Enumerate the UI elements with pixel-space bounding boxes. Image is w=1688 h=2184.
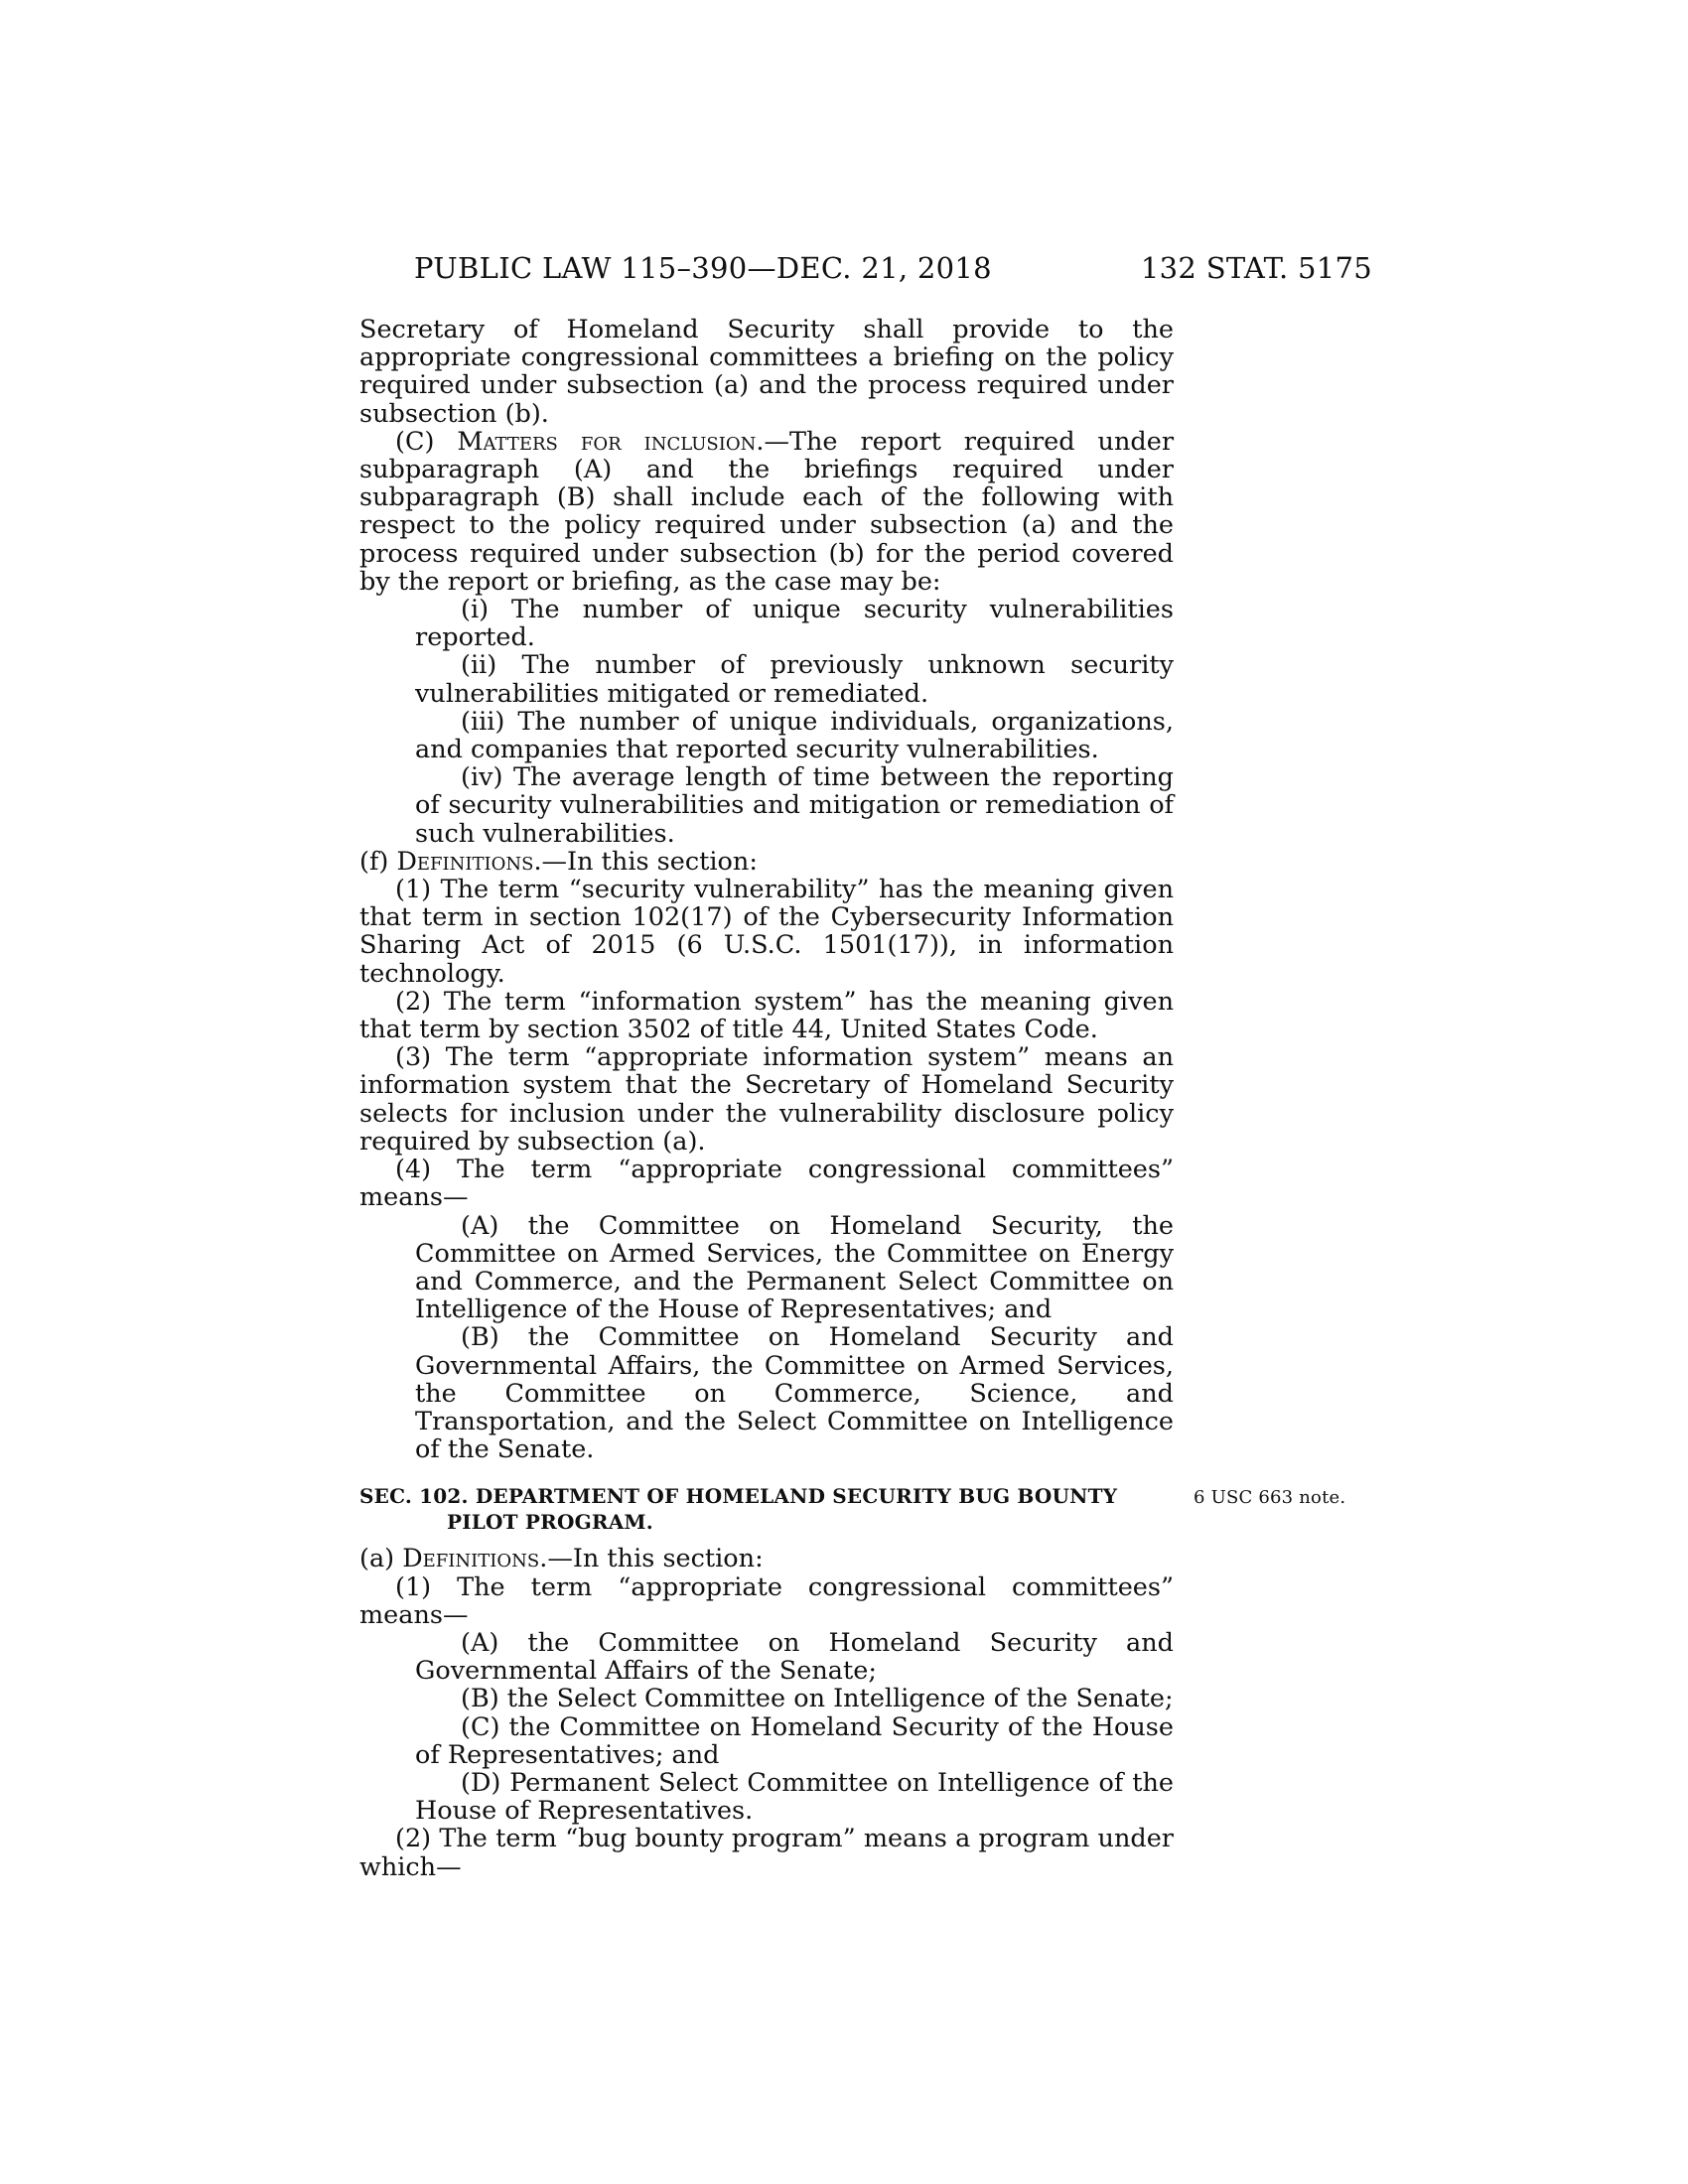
paragraph-heading: Matters for inclusion (457, 426, 757, 457)
header-law-citation: PUBLIC LAW 115–390—DEC. 21, 2018 (414, 251, 992, 285)
statute-body (359, 315, 1346, 1882)
section-title: DEPARTMENT OF HOMELAND SECURITY BUG BOUNTY PILOT PROGRAM. (447, 1484, 1118, 1535)
definition-2: (2) The term “information system” has the meaning given that term by section 3502 of title 44, United States Code. (359, 986, 1174, 1045)
subsection-heading: Definitions (402, 1544, 540, 1574)
definition-1-b: (B) the Select Committee on Intelligence of the Senate; (461, 1684, 1174, 1714)
paragraph: Secretary of Homeland Security shall provide to the appropriate congressional committees a briefing on the policy required under subsection (a) and the process required under subsection (b). (359, 315, 1174, 429)
definition-3: (3) The term “appropriate information system” means an information system that the Secretary of Homeland Security selects for inclusion under the vulnerability disclosure policy required by subsection (a). (359, 1042, 1174, 1157)
clause-ii: (ii) The number of previously unknown security vulnerabilities mitigated or remediated. (415, 650, 1174, 709)
definition-2: (2) The term “bug bounty program” means a program under which— (359, 1824, 1174, 1882)
definition-4-b: (B) the Committee on Homeland Security and Governmental Affairs, the Committee on Armed Services, the Committee on Commerce, Science, and Transportation, and the Select Committee on Intelligence of the Senate. (415, 1322, 1174, 1465)
subsection-heading: Definitions (396, 846, 534, 877)
definition-4-a: (A) the Committee on Homeland Security, the Committee on Armed Services, the Committee on Energy and Commerce, and the Permanent Select Committee on Intelligence of the House of Representatives; and (415, 1210, 1174, 1325)
definition-4: (4) The term “appropriate congressional committees” means— (359, 1155, 1174, 1213)
subsection-a: (a) Definitions.—In this section: (359, 1544, 764, 1574)
clause-iv: (iv) The average length of time between the reporting of security vulnerabilities and mitigation or remediation of such vulnerabilities. (415, 762, 1174, 849)
definition-1-c: (C) the Committee on Homeland Security of the House of Representatives; and (415, 1711, 1174, 1770)
definition-1-d: (D) Permanent Select Committee on Intelligence of the House of Representatives. (415, 1767, 1174, 1827)
clause-iii: (iii) The number of unique individuals, organizations, and companies that reported security vulnerabilities. (415, 706, 1174, 765)
definition-1: (1) The term “appropriate congressional committees” means— (359, 1571, 1174, 1630)
section-number: SEC. 102. (359, 1484, 469, 1509)
paragraph-subparagraph-c: (C) Matters for inclusion.—The report required under subparagraph (A) and the briefings required under subparagraph (B) shall include each of the following with respect to the policy required under subsection (a) and the process required under subsection (b) for the period covered by the report or briefing, as the case may be: (359, 426, 1175, 597)
section-heading (359, 1483, 1346, 1535)
definition-1-a: (A) the Committee on Homeland Security and Governmental Affairs of the Senate; (415, 1627, 1174, 1687)
usc-margin-note: 6 USC 663 note. (1194, 1487, 1346, 1509)
clause-i: (i) The number of unique security vulnerabilities reported. (415, 595, 1174, 653)
subsection-f: (f) Definitions.—In this section: (359, 846, 758, 877)
header-page-number: 132 STAT. 5175 (1140, 251, 1372, 285)
definition-1: (1) The term “security vulnerability” has the meaning given that term in section 102(17) of the Cybersecurity Information Sharing Act of 2015 (6 U.S.C. 1501(17)), in information technology. (359, 875, 1174, 989)
running-header (414, 248, 1372, 288)
